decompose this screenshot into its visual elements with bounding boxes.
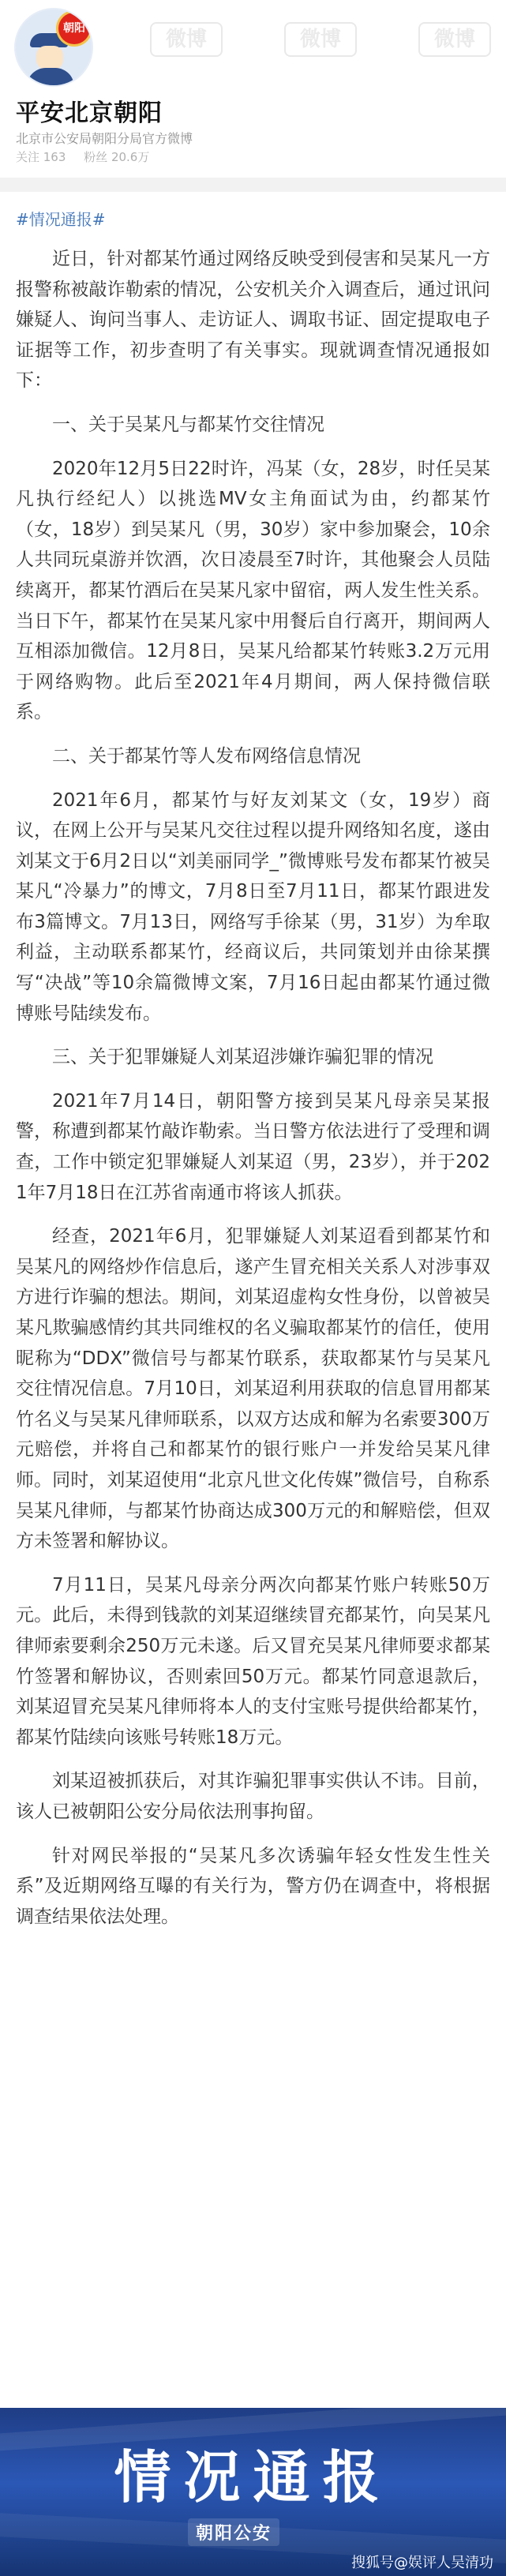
banner-title: 情况通报 (114, 2444, 392, 2510)
section-divider (0, 178, 506, 192)
watermark-2: 微博 (284, 22, 357, 57)
fans-count[interactable]: 粉丝 20.6万 (84, 150, 150, 164)
follow-count[interactable]: 关注 163 (16, 150, 66, 164)
account-description: 北京市公安局朝阳分局官方微博 (16, 131, 193, 146)
watermark-3: 微博 (418, 22, 491, 57)
section-heading-1: 一、关于吴某凡与都某竹交往情况 (52, 414, 324, 435)
paragraph: 7月11日，吴某凡母亲分两次向都某竹账户转账50万元。此后，未得到钱款的刘某迢继续冒充都某竹，向吴某凡律师索要剩余250万元未遂。后又冒充吴某凡律师要求都某竹签署和解协议，否则索回50万元。都某竹同意退款后，刘某迢冒充吴某凡律师将本人的支付宝账号提供给都某竹，都某竹陆续向该账号转账18万元。 (16, 1574, 490, 1748)
source-watermark: 搜狐号@娱评人吴清功 (351, 2555, 493, 2571)
account-stats (16, 148, 163, 165)
section-heading-2: 二、关于都某竹等人发布网络信息情况 (52, 745, 361, 767)
topic-hashtag[interactable]: #情况通报# (16, 210, 106, 229)
account-header (0, 0, 506, 197)
paragraph: 经查，2021年6月，犯罪嫌疑人刘某迢看到都某竹和吴某凡的网络炒作信息后，遂产生冒充相关关系人对涉事双方进行诈骗的想法。期间，刘某迢虚构女性身份，以曾被吴某凡欺骗感情约其共同维权的名义骗取都某竹的信任，使用昵称为“DDX”微信号与都某竹联系，获取都某竹与吴某凡交往情况信息。7月10日，刘某迢利用获取的信息冒用都某竹名义与吴某凡律师联系，以双方达成和解为名索要300万元赔偿，并将自己和都某竹的银行账户一并发给吴某凡律师。同时，刘某迢使用“北京凡世文化传媒”微信号，自称系吴某凡律师，与都某竹协商达成300万元的和解赔偿，但双方未签署和解协议。 (16, 1226, 490, 1552)
post-body (0, 207, 506, 1945)
police-face-shape (36, 46, 63, 69)
chaoyang-badge-icon: 朝阳 (58, 13, 90, 44)
paragraph: 2021年7月14日，朝阳警方接到吴某凡母亲吴某报警，称遭到都某竹敲诈勒索。当日警方依法进行了受理和调查，工作中锁定犯罪嫌疑人刘某迢（男，23岁），并于2021年7月18日在江苏省南通市将该人抓获。 (16, 1090, 490, 1203)
paragraph: 2020年12月5日22时许，冯某（女，28岁，时任吴某凡执行经纪人）以挑选MV女主角面试为由，约都某竹（女，18岁）到吴某凡（男，30岁）家中参加聚会，10余人共同玩桌游并饮酒，次日凌晨至7时许，其他聚会人员陆续离开，都某竹酒后在吴某凡家中留宿，两人发生性关系。当日下午，都某竹在吴某凡家中用餐后自行离开，期间两人互相添加微信。12月8日，吴某凡给都某竹转账3.2万元用于网络购物。此后至2021年4月期间，两人保持微信联系。 (16, 458, 490, 723)
post-paragraphs (0, 244, 506, 1932)
paragraph-closing: 针对网民举报的“吴某凡多次诱骗年轻女性发生性关系”及近期网络互曝的有关行为，警方仍在调查中，将根据调查结果依法处理。 (16, 1845, 490, 1927)
police-uniform-shape (27, 68, 74, 87)
section-heading-3: 三、关于犯罪嫌疑人刘某迢涉嫌诈骗犯罪的情况 (52, 1047, 433, 1068)
chaoyang-police-logo: 朝阳公安 (188, 2518, 279, 2546)
paragraph: 2021年6月，都某竹与好友刘某文（女，19岁）商议，在网上公开与吴某凡交往过程以提升网络知名度，遂由刘某文于6月2日以“刘美丽同学_”微博账号发布都某竹被吴某凡“冷暴力”的博文，7月8日至7月11日，都某竹跟进发布3篇博文。7月13日，网络写手徐某（男，31岁）为牟取利益，主动联系都某竹，经商议后，共同策划并由徐某撰写“决战”等10余篇微博文案，7月16日起由都某竹通过微博账号陆续发布。 (16, 789, 490, 1024)
report-banner-image (0, 2408, 506, 2576)
paragraph-intro: 近日，针对都某竹通过网络反映受到侵害和吴某凡一方报警称被敲诈勒索的情况，公安机关介入调查后，通过讯问嫌疑人、询问当事人、走访证人、调取书证、固定提取电子证据等工作，初步查明了有关事实。现就调查情况通报如下： (16, 249, 490, 392)
account-name[interactable]: 平安北京朝阳 (16, 99, 163, 127)
watermark-1: 微博 (150, 22, 223, 57)
paragraph: 刘某迢被抓获后，对其诈骗犯罪事实供认不讳。目前，该人已被朝阳公安分局依法刑事拘留。 (16, 1771, 490, 1822)
account-avatar[interactable] (14, 8, 93, 87)
